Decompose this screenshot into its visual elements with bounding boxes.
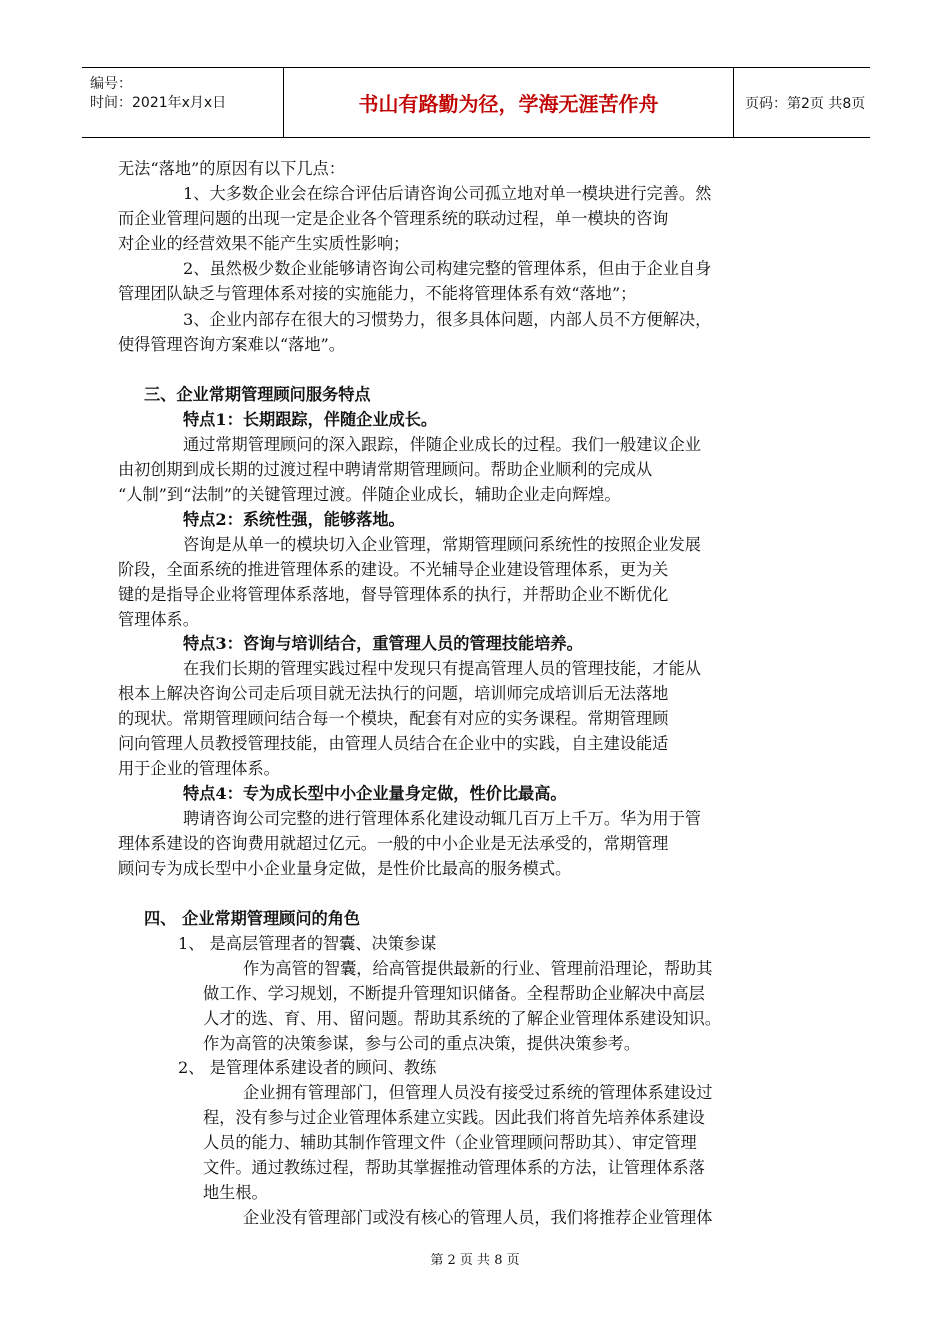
text-line: 人才的选、育、用、留问题。帮助其系统的了解企业管理体系建设知识。 <box>203 1009 721 1028</box>
text-line: 无法“落地”的原因有以下几点： <box>118 159 345 178</box>
text-line: 用于企业的管理体系。 <box>118 759 280 778</box>
text-line: 的现状。常期管理顾问结合每一个模块，配套有对应的实务课程。常期管理顾 <box>118 709 669 728</box>
text-line: 文件。通过教练过程，帮助其掌握推动管理体系的方法，让管理体系落 <box>203 1158 705 1177</box>
text-line: 键的是指导企业将管理体系落地，督导管理体系的执行，并帮助企业不断优化 <box>118 585 669 604</box>
text-line: 企业没有管理部门或没有核心的管理人员，我们将推荐企业管理体 <box>243 1208 713 1227</box>
list-item: 1、 是高层管理者的智囊、决策参谋 <box>178 934 437 953</box>
text-line: “人制”到“法制”的关键管理过渡。伴随企业成长，辅助企业走向辉煌。 <box>118 485 621 504</box>
header-motto: 书山有路勤为径，学海无涯苦作舟 <box>283 68 734 137</box>
text-line: 对企业的经营效果不能产生实质性影响； <box>118 234 410 253</box>
section-heading: 四、 企业常期管理顾问的角色 <box>144 909 361 928</box>
text-line: 而企业管理问题的出现一定是企业各个管理系统的联动过程，单一模块的咨询 <box>118 209 669 228</box>
serial-label: 编号： <box>90 76 132 92</box>
text-line: 程，没有参与过企业管理体系建立实践。因此我们将首先培养体系建设 <box>203 1108 705 1127</box>
text-line: 管理体系。 <box>118 610 199 629</box>
text-line: 使得管理咨询方案难以“落地”。 <box>118 335 345 354</box>
text-line: 咨询是从单一的模块切入企业管理，常期管理顾问系统性的按照企业发展 <box>183 535 701 554</box>
text-line: 作为高管的智囊，给高管提供最新的行业、管理前沿理论，帮助其 <box>243 959 713 978</box>
text-line: 根本上解决咨询公司走后项目就无法执行的问题，培训师完成培训后无法落地 <box>118 684 669 703</box>
text-line: 在我们长期的管理实践过程中发现只有提高管理人员的管理技能，才能从 <box>183 659 701 678</box>
text-line: 做工作、学习规划，不断提升管理知识储备。全程帮助企业解决中高层 <box>203 984 705 1003</box>
feature-heading: 特点3：咨询与培训结合，重管理人员的管理技能培养。 <box>183 634 583 653</box>
text-line: 聘请咨询公司完整的进行管理体系化建设动辄几百万上千万。华为用于管 <box>183 809 701 828</box>
feature-heading: 特点1：长期跟踪，伴随企业成长。 <box>183 410 438 429</box>
page-footer: 第 2 页 共 8 页 <box>430 1253 520 1268</box>
text-line: 顾问专为成长型中小企业量身定做，是性价比最高的服务模式。 <box>118 859 572 878</box>
text-line: 由初创期到成长期的过渡过程中聘请常期管理顾问。帮助企业顺利的完成从 <box>118 460 653 479</box>
text-line: 人员的能力、辅助其制作管理文件（企业管理顾问帮助其）、审定管理 <box>203 1133 697 1152</box>
feature-heading: 特点2：系统性强，能够落地。 <box>183 510 405 529</box>
text-line: 问向管理人员教授管理技能，由管理人员结合在企业中的实践，自主建设能适 <box>118 734 669 753</box>
text-line: 管理团队缺乏与管理体系对接的实施能力，不能将管理体系有效“落地”； <box>118 284 637 303</box>
date-label: 时间：2021年x月x日 <box>90 95 227 111</box>
text-line: 企业拥有管理部门，但管理人员没有接受过系统的管理体系建设过 <box>243 1083 713 1102</box>
page-header <box>82 67 870 138</box>
text-line: 作为高管的决策参谋，参与公司的重点决策，提供决策参考。 <box>203 1034 641 1053</box>
text-line: 阶段，全面系统的推进管理体系的建设。不光辅导企业建设管理体系，更为关 <box>118 560 669 579</box>
text-line: 地生根。 <box>203 1183 268 1202</box>
header-meta <box>82 68 282 137</box>
feature-heading: 特点4：专为成长型中小企业量身定做，性价比最高。 <box>183 784 567 803</box>
text-line: 2、虽然极少数企业能够请咨询公司构建完整的管理体系，但由于企业自身 <box>183 259 712 278</box>
text-line: 3、企业内部存在很大的习惯势力，很多具体问题，内部人员不方便解决， <box>183 310 712 329</box>
header-page-info: 页码：第2页 共8页 <box>745 95 866 112</box>
text-line: 1、大多数企业会在综合评估后请咨询公司孤立地对单一模块进行完善。然 <box>183 184 712 203</box>
section-heading: 三、企业常期管理顾问服务特点 <box>144 385 371 404</box>
text-line: 理体系建设的咨询费用就超过亿元。一般的中小企业是无法承受的，常期管理 <box>118 834 669 853</box>
list-item: 2、 是管理体系建设者的顾问、教练 <box>178 1058 437 1077</box>
text-line: 通过常期管理顾问的深入跟踪，伴随企业成长的过程。我们一般建议企业 <box>183 435 701 454</box>
